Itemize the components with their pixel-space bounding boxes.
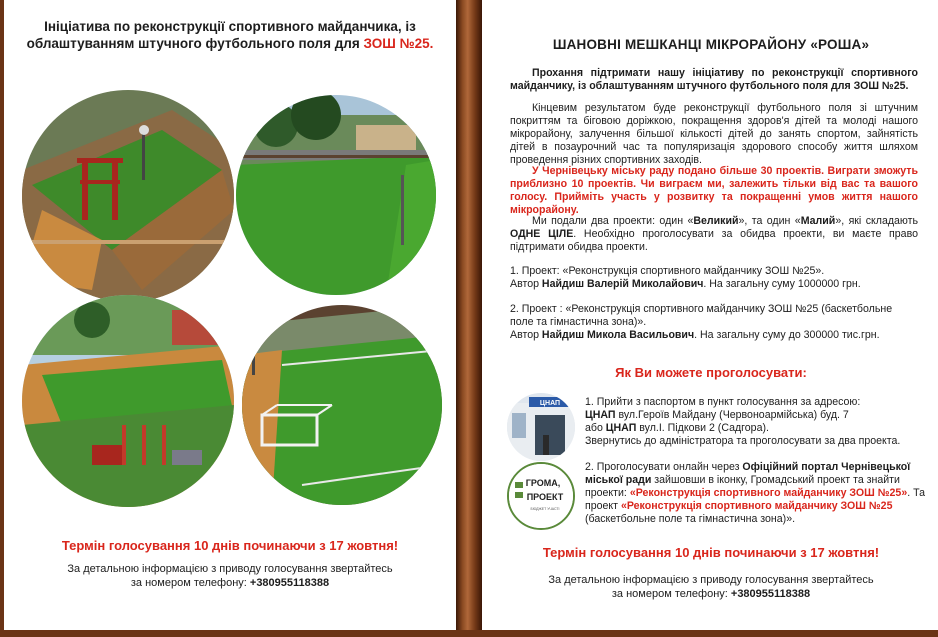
left-title-school: ЗОШ №25. bbox=[363, 36, 434, 51]
one-goal: ОДНЕ ЦІЛЕ bbox=[510, 228, 574, 240]
project2-author-prefix: Автор bbox=[510, 329, 542, 341]
projects-summary bbox=[510, 215, 918, 254]
render-aerial-gym bbox=[22, 90, 234, 302]
right-phone: +380955118388 bbox=[730, 588, 811, 600]
project1-title: 1. Проект: «Реконструкція спортивного майданчику ЗОШ №25». bbox=[510, 265, 825, 277]
vote-step-2 bbox=[585, 461, 925, 526]
left-page bbox=[4, 0, 456, 637]
right-deadline: Термін голосування 10 днів починаючи з 17 жовтня! bbox=[542, 545, 880, 560]
left-deadline: Термін голосування 10 днів починаючи з 17 жовтня! bbox=[61, 538, 399, 553]
project1-sum: . На загальну суму 1000000 грн. bbox=[703, 278, 861, 290]
logo-word-2: ПРОЕКТ bbox=[526, 492, 564, 502]
step2-mid: зайшовши в іконку, Громадський проект та знайти проекти: bbox=[585, 474, 900, 499]
step1-cnap1: ЦНАП bbox=[585, 409, 616, 421]
submitted-mid: », та один « bbox=[738, 215, 801, 227]
submitted-big: Великий bbox=[693, 215, 739, 227]
step1-line4: Звернутись до адміністратора та проголосувати за два проекта. bbox=[585, 435, 901, 447]
left-title-line2: облаштуванням штучного футбольного поля для bbox=[26, 36, 364, 51]
project1-block bbox=[510, 265, 918, 291]
render-field-goal bbox=[242, 305, 442, 505]
left-phone: +380955118388 bbox=[249, 577, 330, 589]
project2-sum: . На загальну суму до 300000 тис.грн. bbox=[694, 329, 880, 341]
project1-author-prefix: Автор bbox=[510, 278, 542, 290]
right-info-line2: за номером телефону: bbox=[611, 588, 731, 600]
left-title bbox=[14, 18, 446, 52]
official-portal-link[interactable]: Офіційний портал Чернівецької міської ради bbox=[585, 461, 911, 486]
how-to-vote-heading: Як Ви можете проголосувати: bbox=[615, 365, 807, 380]
left-info-line2: за номером телефону: bbox=[130, 577, 250, 589]
step1-address2: вул.І. Підкови 2 (Садгора). bbox=[636, 422, 769, 434]
cnap-building-photo bbox=[507, 393, 575, 461]
submitted-prefix: Ми подали два проекти: один « bbox=[532, 215, 694, 227]
right-info-line1: За детальною інформацією з приводу голосування звертайтесь bbox=[548, 574, 874, 586]
left-contact-info bbox=[14, 562, 446, 590]
step1-cnap2: ЦНАП bbox=[605, 422, 637, 434]
step2-prefix: 2. Проголосувати онлайн через bbox=[585, 461, 743, 473]
submitted-suffix: », які складають bbox=[835, 215, 918, 227]
intro-paragraph: Прохання підтримати нашу ініціативу по реконструкції спортивного майданчику, із облаштуванням штучного футбольного поля для ЗОШ №25. bbox=[510, 67, 918, 92]
submitted-small: Малий bbox=[800, 215, 836, 227]
project1-author: Найдиш Валерій Миколайович bbox=[541, 278, 704, 290]
wood-edge-bottom bbox=[0, 630, 938, 637]
project2-block bbox=[510, 303, 918, 342]
community-project-logo bbox=[507, 462, 575, 530]
left-title-line1: Ініціатива по реконструкції спортивного майданчика, із bbox=[44, 19, 416, 34]
step2-project1: «Реконструкція спортивного майданчику ЗОШ №25» bbox=[629, 487, 908, 499]
logo-caption: БЮДЖЕТ УЧАСТІ bbox=[530, 507, 560, 511]
vote-step-1 bbox=[585, 396, 925, 448]
step2-and: . Та проект bbox=[585, 487, 926, 512]
render-aerial-track bbox=[22, 295, 234, 507]
step2-tail: (баскетбольне поле та гімнастична зона)». bbox=[585, 513, 796, 525]
step1-line1: 1. Прийти з паспортом в пункт голосування за адресою: bbox=[585, 396, 861, 408]
right-contact-info bbox=[488, 573, 934, 601]
render-field-trees bbox=[236, 95, 436, 295]
cnap-sign-text: ЦНАП bbox=[539, 400, 561, 407]
right-heading: ШАНОВНІ МЕШКАНЦІ МІКРОРАЙОНУ «РОША» bbox=[552, 37, 870, 52]
appeal-paragraph: У Чернівецьку міську раду подано більше 30 проектів. Виграти зможуть приблизно 10 проектів. Чи виграєм ми, залежить тільки від вас та вашого голосу. Прийміть участь у розвитку та покращенні умов життя нашого мікрорайону. bbox=[510, 165, 918, 216]
result-paragraph: Кінцевим результатом буде реконструкції футбольного поля зі штучним покриттям та біговою доріжкою, покращення здоров'я дітей та молоді нашого мікрорайону, залучення більшої кількості дітей до занять спортом, зайнятість дітей в позаурочний час та популяризація здорового способу життя шляхом проведення різних спортивних заходів. bbox=[510, 102, 918, 166]
left-info-line1: За детальною інформацією з приводу голосування звертайтесь bbox=[67, 563, 393, 575]
step1-or: або bbox=[585, 422, 606, 434]
one-goal-rest: . Необхідно проголосувати за обидва проекти, ви маєте право підтримати обидва проекти. bbox=[510, 228, 918, 253]
step1-address1: вул.Героїв Майдану (Червоноармійська) буд. 7 bbox=[615, 409, 849, 421]
step2-project2: «Реконструкція спортивного майданчику ЗОШ №25 bbox=[620, 500, 893, 512]
project2-author: Найдиш Микола Васильович bbox=[541, 329, 695, 341]
project2-title: 2. Проект : «Реконструкція спортивного майданчику ЗОШ №25 (баскетбольне поле та гімнастична зона)». bbox=[510, 303, 893, 328]
wood-spine bbox=[456, 0, 482, 637]
logo-word-1: ГРОМА, bbox=[525, 478, 561, 488]
